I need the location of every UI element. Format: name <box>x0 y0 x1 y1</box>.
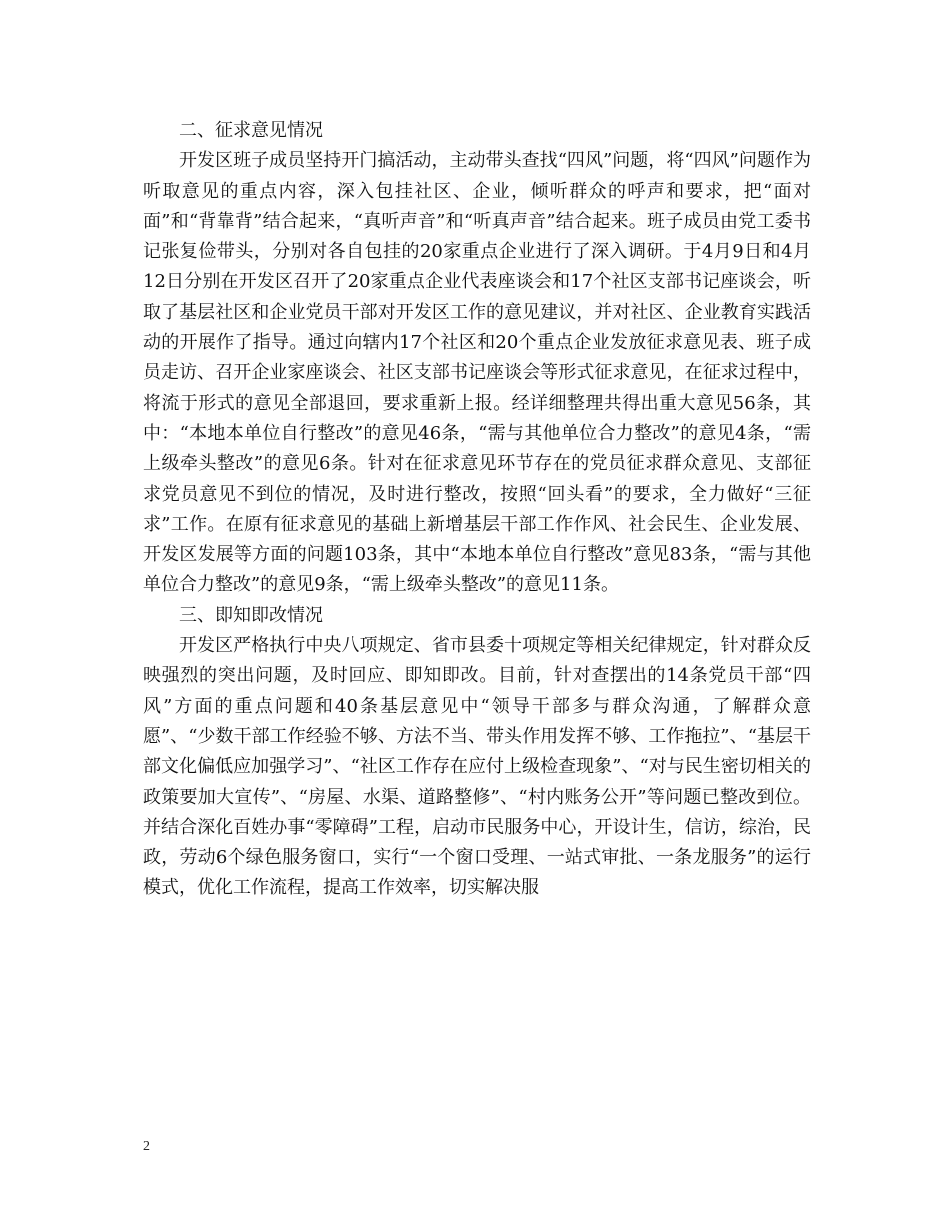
section-paragraph-2: 开发区班子成员坚持开门搞活动，主动带头查找“四风”问题，将“四风”问题作为听取意见的重点内容，深入包挂社区、企业，倾听群众的呼声和要求，把“面对面”和“背靠背”结合起来，“真听声音”和“听真声音”结合起来。班子成员由党工委书记张复俭带头，分别对各自包挂的20家重点企业进行了深入调研。于4月9日和4月12日分别在开发区召开了20家重点企业代表座谈会和17个社区支部书记座谈会，听取了基层社区和企业党员干部对开发区工作的意见建议，并对社区、企业教育实践活动的开展作了指导。通过向辖内17个社区和20个重点企业发放征求意见表、班子成员走访、召开企业家座谈会、社区支部书记座谈会等形式征求意见，在征求过程中，将流于形式的意见全部退回，要求重新上报。经详细整理共得出重大意见56条，其中：“本地本单位自行整改”的意见46条，“需与其他单位合力整改”的意见4条，“需上级牵头整改”的意见6条。针对在征求意见环节存在的党员征求群众意见、支部征求党员意见不到位的情况，及时进行整改，按照“回头看”的要求，全力做好“三征求”工作。在原有征求意见的基础上新增基层干部工作作风、社会民生、企业发展、开发区发展等方面的问题103条，其中“本地本单位自行整改”意见83条，“需与其他单位合力整改”的意见9条，“需上级牵头整改”的意见11条。 <box>143 150 811 596</box>
section-paragraph-3: 开发区严格执行中央八项规定、省市县委十项规定等相关纪律规定，针对群众反映强烈的突出问题，及时回应、即知即改。目前，针对查摆出的14条党员干部“四风”方面的重点问题和40条基层意见中“领导干部多与群众沟通，了解群众意愿”、“少数干部工作经验不够、方法不当、带头作用发挥不够、工作拖拉”、“基层干部文化偏低应加强学习”、“社区工作存在应付上级检查现象”、“对与民生密切相关的政策要加大宣传”、“房屋、水渠、道路整修”、“村内账务公开”等问题已整改到位。并结合深化百姓办事“零障碍”工程，启动市民服务中心，开设计生，信访，综治，民政，劳动6个绿色服务窗口，实行“一个窗口受理、一站式审批、一条龙服务”的运行模式，优化工作流程，提高工作效率，切实解决服 <box>143 635 811 899</box>
document-body <box>143 116 811 904</box>
section-heading-2: 二、征求意见情况 <box>179 120 323 141</box>
section-heading-3: 三、即知即改情况 <box>179 604 323 626</box>
page-number: 2 <box>143 1139 150 1154</box>
